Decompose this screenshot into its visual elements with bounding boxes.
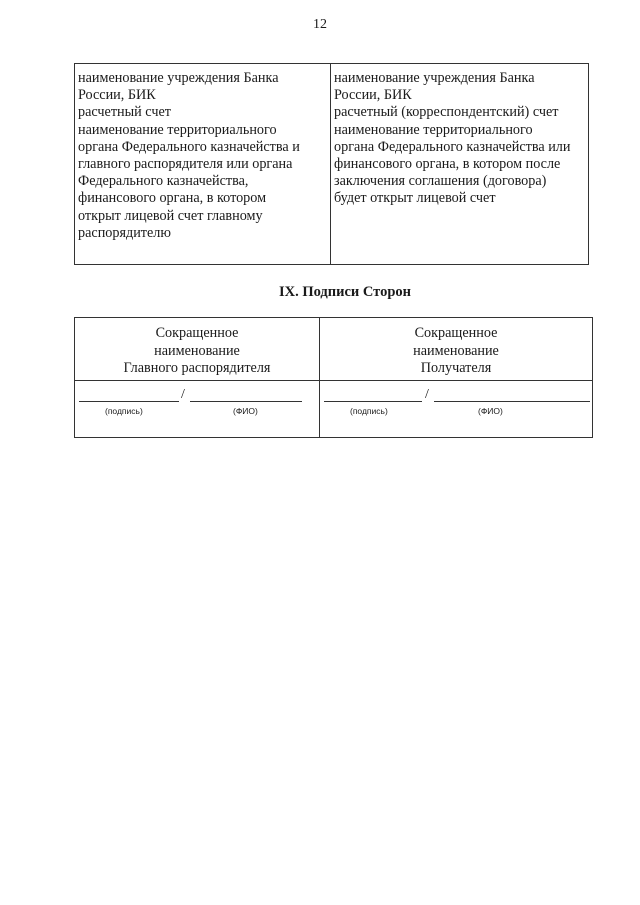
bank-detail-line: расчетный счет (78, 104, 171, 121)
chief-administrator-bank-details (75, 64, 331, 264)
section-heading: IX. Подписи Сторон (278, 284, 412, 300)
name-caption: (ФИО) (233, 406, 258, 416)
bank-detail-line: финансового органа, в котором после (334, 156, 561, 173)
bank-detail-line: наименование учреждения Банка (78, 70, 279, 86)
bank-detail-line: открыт лицевой счет главному (78, 207, 263, 224)
bank-detail-line: Федерального казначейства, (78, 173, 249, 190)
separator-slash: / (425, 387, 429, 402)
bank-detail-line: распорядителю (78, 224, 171, 241)
bank-detail-line: России, БИК (78, 87, 156, 104)
bank-detail-line: финансового органа, в котором (78, 190, 267, 207)
signatures-table (74, 317, 593, 438)
bank-detail-line: наименование учреждения Банка (334, 70, 535, 86)
name-caption: (ФИО) (478, 406, 503, 416)
header-line: наименование (413, 342, 499, 359)
recipient-signature-cell (320, 381, 592, 437)
signature-caption: (подпись) (105, 406, 143, 416)
bank-detail-line: заключения соглашения (договора) (334, 173, 547, 190)
header-line: наименование (154, 342, 240, 359)
separator-slash: / (181, 387, 185, 402)
bank-detail-line: органа Федерального казначейства и (78, 138, 300, 155)
bank-detail-line: органа Федерального казначейства или (334, 138, 571, 155)
name-line (434, 401, 590, 402)
header-line: Сокращенное (155, 325, 239, 341)
page-number: 12 (313, 17, 327, 32)
signatures-header-row (75, 318, 592, 381)
bank-detail-line: наименование территориального (78, 121, 277, 138)
signature-caption: (подпись) (350, 406, 388, 416)
bank-details-table (74, 63, 589, 265)
name-line (190, 401, 302, 402)
signature-line (79, 401, 179, 402)
bank-detail-line: расчетный (корреспондентский) счет (334, 104, 559, 121)
bank-detail-line: главного распорядителя или органа (78, 156, 293, 173)
header-line: Главного распорядителя (123, 360, 271, 376)
signature-line (324, 401, 422, 402)
chief-administrator-header (75, 318, 320, 380)
header-line: Получателя (420, 360, 492, 376)
recipient-bank-details (331, 64, 588, 264)
recipient-header (320, 318, 592, 380)
header-line: Сокращенное (414, 325, 498, 341)
bank-detail-line: наименование территориального (334, 121, 533, 138)
bank-detail-line: будет открыт лицевой счет (334, 190, 496, 207)
chief-administrator-signature-cell (75, 381, 320, 437)
bank-detail-line: России, БИК (334, 87, 412, 104)
signatures-body-row (75, 381, 592, 437)
